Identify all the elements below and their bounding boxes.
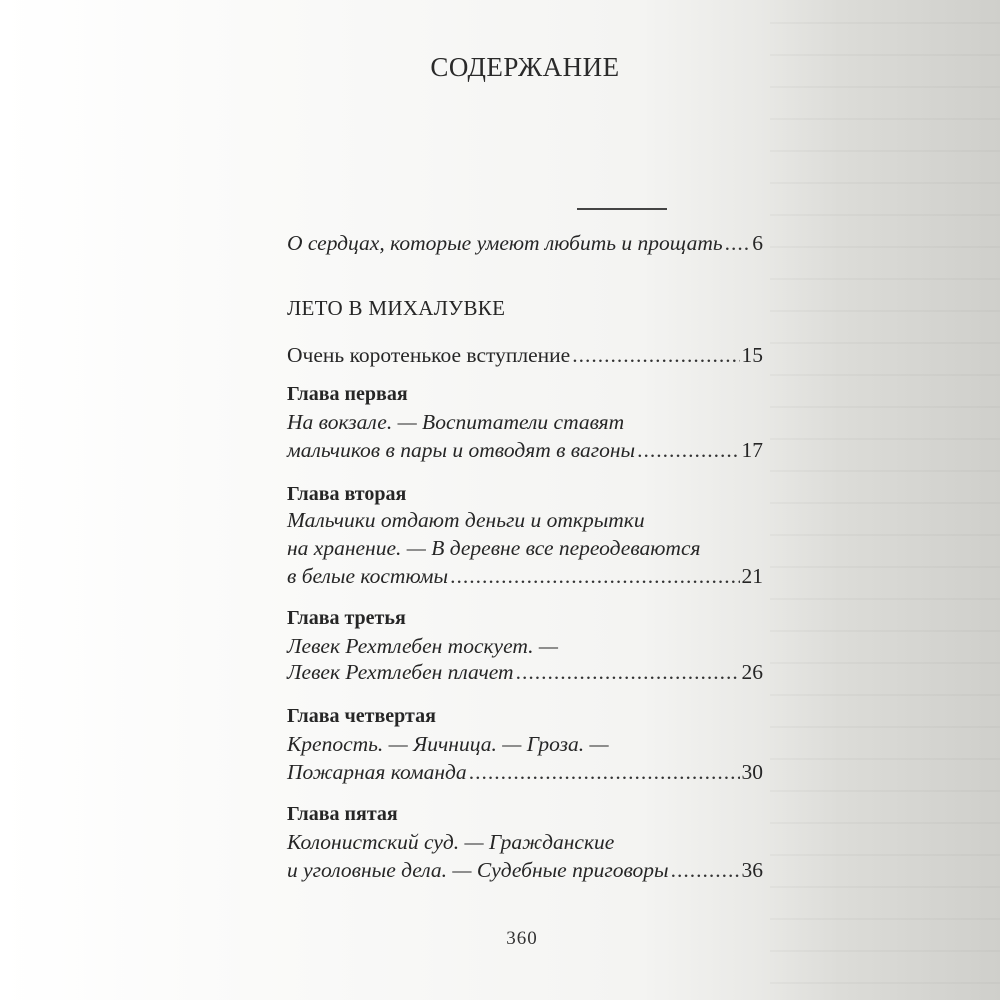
toc-entry-intro: [287, 340, 763, 370]
chapter-title: Глава третья: [287, 607, 406, 629]
toc-entry-text: в белые костюмы: [287, 564, 449, 588]
toc-page-number: 21: [741, 564, 763, 588]
toc-entry-text: мальчиков в пары и отводят в вагоны: [287, 438, 636, 462]
leader-dots: [516, 657, 740, 687]
leader-dots: [450, 561, 739, 591]
section-title: ЛЕТО В МИХАЛУВКЕ: [287, 296, 506, 320]
chapter-title: Глава четвертая: [287, 705, 436, 727]
toc-entry-text: и уголовные дела. — Судебные приговоры: [287, 858, 669, 882]
toc-page-number: 30: [741, 760, 763, 784]
toc-entry-text: О сердцах, которые умеют любить и прощать: [287, 231, 723, 255]
toc-entry-text: Очень коротенькое вступление: [287, 343, 571, 367]
leader-dots: [671, 855, 740, 885]
chapter-summary-line: Левек Рехтлебен тоскует. —: [287, 634, 558, 658]
toc-page-number: 6: [752, 231, 763, 255]
leader-dots: [637, 435, 739, 465]
toc-page-number: 26: [741, 660, 763, 684]
chapter-title: Глава вторая: [287, 483, 407, 505]
chapter-summary-line: Крепость. — Яичница. — Гроза. —: [287, 732, 609, 756]
chapter-summary-line: На вокзале. — Воспитатели ставят: [287, 410, 625, 434]
chapter-summary-last-line: [287, 757, 763, 787]
toc-entry-text: Пожарная команда: [287, 760, 467, 784]
leader-dots: [469, 757, 740, 787]
toc-entry-text: Левек Рехтлебен плачет: [287, 660, 514, 684]
chapter-title: Глава пятая: [287, 803, 398, 825]
toc-page-number: 36: [741, 858, 763, 882]
divider-rule: [577, 208, 667, 210]
leader-dots: [572, 340, 739, 370]
chapter-summary-line: Колонистский суд. — Гражданские: [287, 830, 615, 854]
page-heading: СОДЕРЖАНИЕ: [430, 52, 620, 82]
chapter-summary-line: Мальчики отдают деньги и открытки: [287, 508, 645, 532]
page-number: 360: [506, 928, 538, 949]
leader-dots: [725, 228, 751, 258]
bleed-through-text: [770, 0, 1000, 1000]
chapter-summary-line: на хранение. — В деревне все переодеваются: [287, 536, 701, 560]
chapter-summary-last-line: [287, 561, 763, 591]
chapter-summary-last-line: [287, 657, 763, 687]
toc-entry-preface: [287, 228, 763, 258]
toc-page-number: 15: [741, 343, 763, 367]
chapter-title: Глава первая: [287, 383, 408, 405]
toc-page-number: 17: [741, 438, 763, 462]
chapter-summary-last-line: [287, 435, 763, 465]
chapter-summary-last-line: [287, 855, 763, 885]
